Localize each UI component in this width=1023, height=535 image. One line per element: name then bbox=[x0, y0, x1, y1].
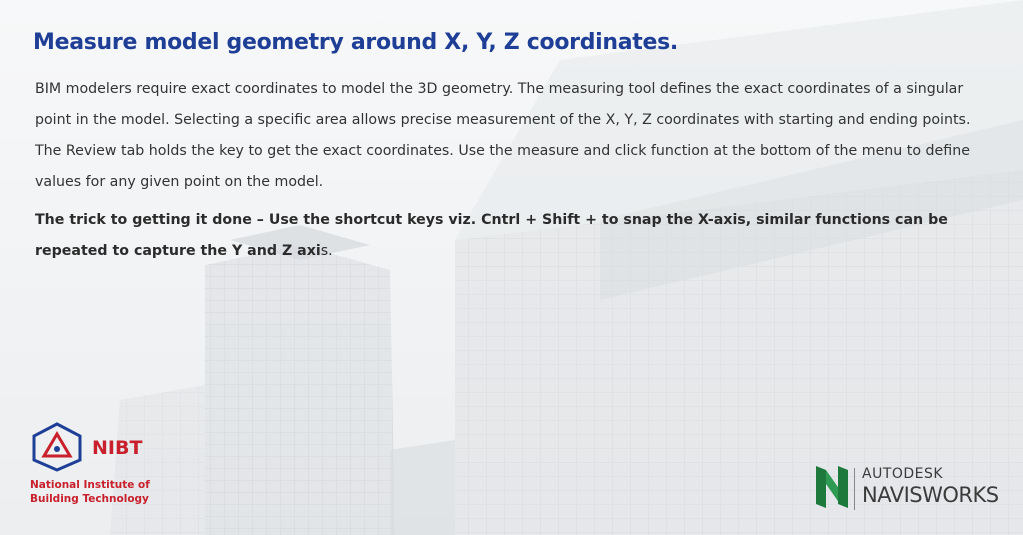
logo-divider bbox=[854, 468, 855, 510]
slide-title: Measure model geometry around X, Y, Z coordinates. bbox=[33, 30, 678, 55]
navisworks-n-icon bbox=[816, 466, 848, 508]
nibt-fullname bbox=[30, 478, 150, 506]
navisworks-product-text: NAVISWORKS bbox=[862, 483, 999, 507]
nibt-logo bbox=[30, 422, 180, 512]
body-paragraph-2 bbox=[35, 205, 995, 267]
autodesk-brand-text: AUTODESK bbox=[862, 466, 944, 482]
body-paragraph-1: BIM modelers require exact coordinates to model the 3D geometry. The measuring tool defines the exact coordinates of a singular point in the model. Selecting a specific area allows precise measurement of the X, Y, Z coordinates with starting and ending points. The Review tab holds the key to get the exact coordinates. Use the measure and click function at the bottom of the menu to define values for any given point on the model. bbox=[35, 81, 971, 190]
paragraph-2-tail-text: s. bbox=[320, 243, 333, 259]
paragraph-2-bold-text: The trick to getting it done – Use the shortcut keys viz. Cntrl + Shift + to snap the X-axis, similar functions can be repeated to capture the Y and Z axi bbox=[35, 212, 948, 259]
nibt-fullname-line2: Building Technology bbox=[30, 493, 149, 505]
nibt-fullname-line1: National Institute of bbox=[30, 479, 150, 491]
navisworks-logo bbox=[816, 466, 1006, 516]
nibt-wordmark: NIBT bbox=[92, 437, 143, 459]
nibt-emblem-icon bbox=[30, 422, 84, 472]
